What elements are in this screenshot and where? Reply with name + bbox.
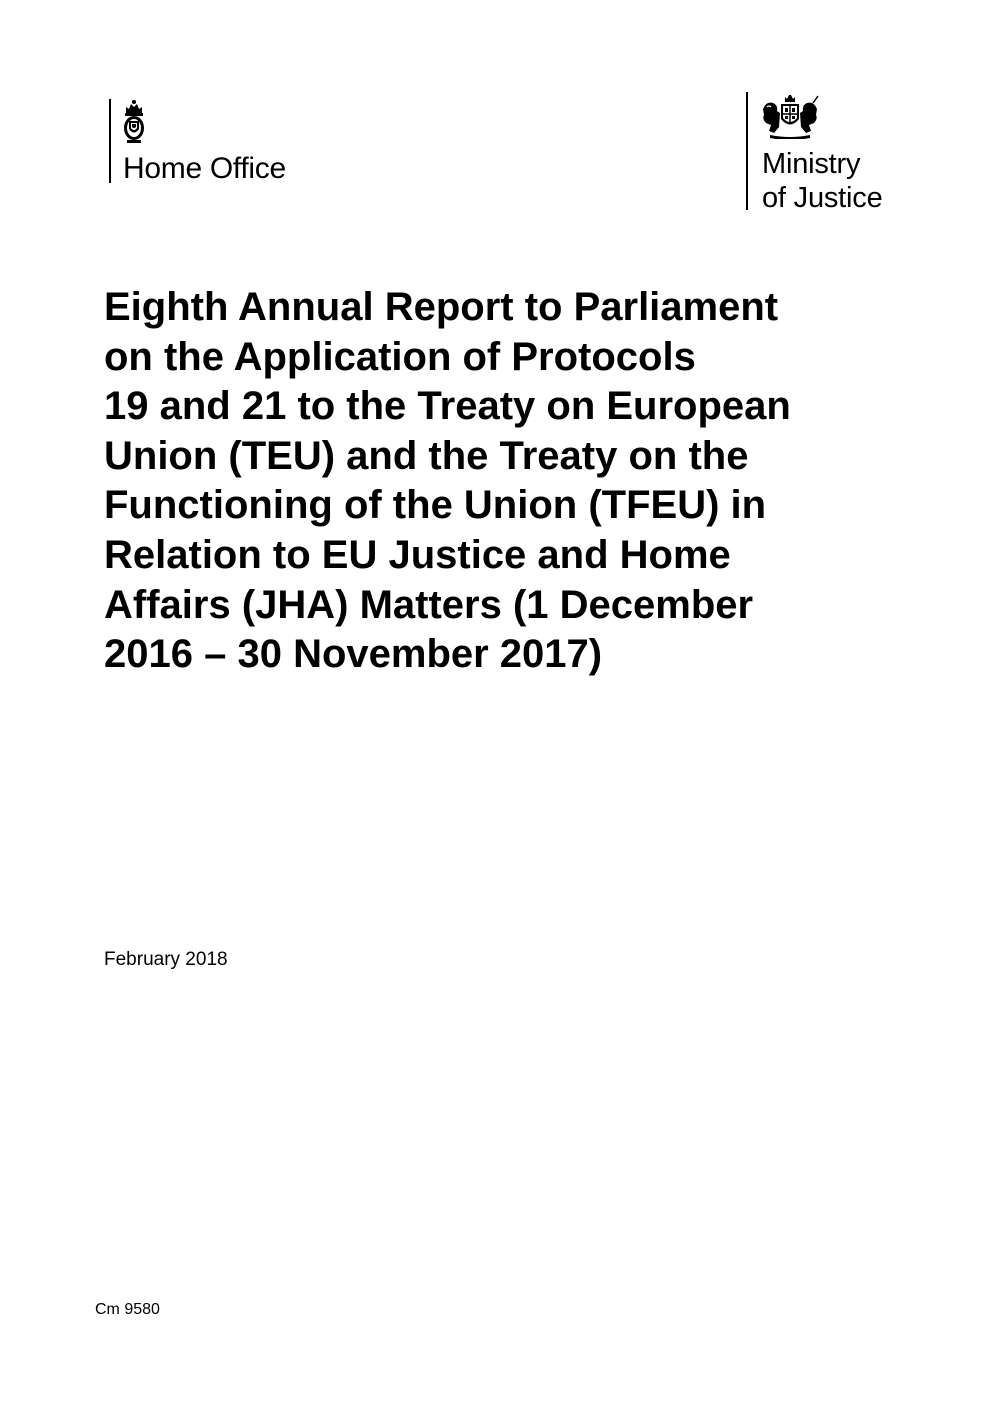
title-line: Eighth Annual Report to Parliament: [104, 285, 779, 329]
title-line: Functioning of the Union (TFEU) in: [104, 483, 767, 528]
home-office-logo: [109, 99, 329, 185]
royal-crown-crest-icon: [121, 99, 147, 145]
home-office-wordmark: Home Office: [123, 152, 286, 185]
command-paper-number: Cm 9580: [95, 1301, 160, 1318]
logo-divider: [746, 92, 748, 210]
logo-divider: [109, 99, 111, 183]
royal-coat-of-arms-icon: [760, 93, 820, 139]
document-title: [104, 283, 904, 680]
ministry-of-justice-wordmark-line1: Ministry: [762, 148, 861, 180]
ministry-of-justice-wordmark-line2: of Justice: [762, 182, 883, 214]
title-line: 19 and 21 to the Treaty on European: [104, 384, 791, 429]
title-line: Union (TEU) and the Treaty on the: [104, 433, 749, 478]
title-line: Affairs (JHA) Matters (1 December: [104, 582, 754, 627]
title-line: 2016 – 30 November 2017): [104, 632, 603, 677]
title-line: Relation to EU Justice and Home: [104, 532, 731, 577]
title-line: on the Application of Protocols: [104, 334, 696, 379]
ministry-of-justice-logo: [746, 92, 926, 212]
publication-date: February 2018: [104, 949, 228, 970]
